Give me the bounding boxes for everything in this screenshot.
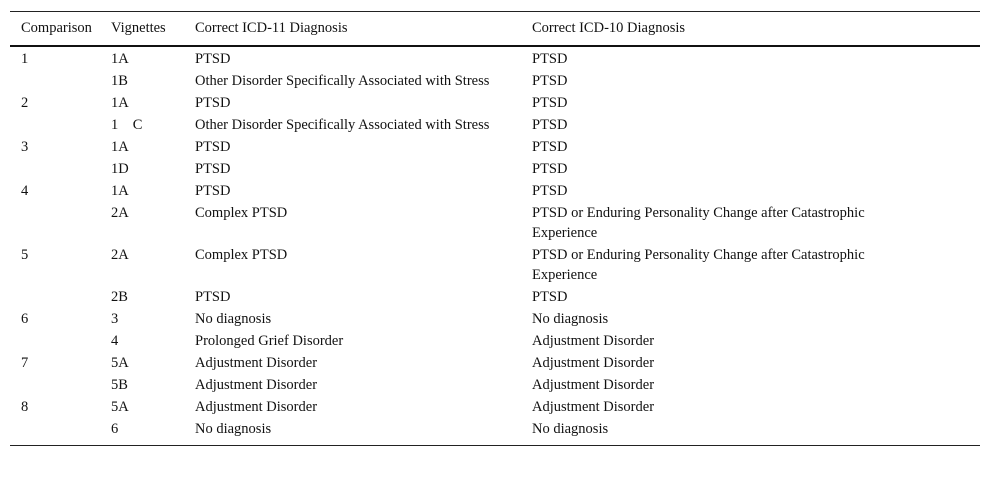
table-row xyxy=(10,46,980,70)
table-body xyxy=(10,46,980,446)
cell-vignette: 2A xyxy=(111,205,129,221)
table-row xyxy=(10,396,980,418)
cell-vignette: 1D xyxy=(111,161,129,177)
cell-icd11: PTSD xyxy=(195,161,231,177)
cell-icd11: PTSD xyxy=(195,95,231,111)
cell-comparison xyxy=(10,418,111,446)
cell-icd11: PTSD xyxy=(195,183,231,199)
cell-comparison: 3 xyxy=(21,139,29,155)
header-comparison: Comparison xyxy=(21,20,92,36)
table-row xyxy=(10,418,980,446)
cell-icd10: PTSD xyxy=(532,183,568,199)
cell-vignette: 6 xyxy=(111,421,119,437)
cell-comparison: 2 xyxy=(21,95,29,111)
cell-icd11: Other Disorder Specifically Associated with Stress xyxy=(195,73,490,89)
table-row xyxy=(10,244,980,286)
cell-icd11: No diagnosis xyxy=(195,421,272,437)
cell-icd10: No diagnosis xyxy=(532,421,609,437)
cell-icd11: Adjustment Disorder xyxy=(195,377,318,393)
cell-vignette: 1A xyxy=(111,51,129,67)
cell-icd10: Adjustment Disorder xyxy=(532,377,655,393)
cell-icd10: PTSD or Enduring Personality Change after Catastrophic Experience xyxy=(532,247,865,283)
cell-vignette: 1A xyxy=(111,139,129,155)
table-row xyxy=(10,158,980,180)
cell-comparison xyxy=(10,70,111,92)
cell-vignette: 5B xyxy=(111,377,128,393)
table-row xyxy=(10,70,980,92)
cell-icd11: PTSD xyxy=(195,289,231,305)
cell-comparison: 6 xyxy=(21,311,29,327)
cell-vignette: 2B xyxy=(111,289,128,305)
cell-icd11: Complex PTSD xyxy=(195,247,288,263)
cell-icd10: PTSD xyxy=(532,51,568,67)
cell-comparison xyxy=(10,158,111,180)
cell-comparison: 8 xyxy=(21,399,29,415)
cell-vignette: 2A xyxy=(111,247,129,263)
header-vignettes: Vignettes xyxy=(111,20,166,36)
cell-icd10: PTSD xyxy=(532,139,568,155)
cell-comparison xyxy=(10,330,111,352)
table-row xyxy=(10,374,980,396)
cell-vignette: 1A xyxy=(111,183,129,199)
cell-vignette: 5A xyxy=(111,399,129,415)
header-icd11-diagnosis: Correct ICD-11 Diagnosis xyxy=(195,20,348,36)
cell-vignette: 1A xyxy=(111,95,129,111)
table-header xyxy=(10,12,980,47)
cell-icd11: Other Disorder Specifically Associated with Stress xyxy=(195,117,490,133)
cell-comparison: 1 xyxy=(21,51,29,67)
header-icd10-diagnosis: Correct ICD-10 Diagnosis xyxy=(532,20,686,36)
cell-icd11: Adjustment Disorder xyxy=(195,355,318,371)
cell-vignette: 3 xyxy=(111,311,119,327)
table-row xyxy=(10,286,980,308)
cell-icd11: PTSD xyxy=(195,139,231,155)
cell-icd10: Adjustment Disorder xyxy=(532,399,655,415)
table-row xyxy=(10,136,980,158)
cell-icd10: PTSD xyxy=(532,161,568,177)
cell-vignette: 5A xyxy=(111,355,129,371)
cell-comparison xyxy=(10,286,111,308)
cell-icd11: Adjustment Disorder xyxy=(195,399,318,415)
table-row xyxy=(10,114,980,136)
table-row xyxy=(10,202,980,244)
diagnosis-comparison-table xyxy=(10,11,980,446)
cell-icd10: Adjustment Disorder xyxy=(532,355,655,371)
cell-icd11: PTSD xyxy=(195,51,231,67)
cell-icd10: PTSD or Enduring Personality Change after Catastrophic Experience xyxy=(532,205,865,241)
cell-icd10: PTSD xyxy=(532,73,568,89)
cell-icd11: Prolonged Grief Disorder xyxy=(195,333,344,349)
table-row xyxy=(10,352,980,374)
table-row xyxy=(10,92,980,114)
cell-icd10: PTSD xyxy=(532,95,568,111)
cell-icd11: Complex PTSD xyxy=(195,205,288,221)
cell-icd10: No diagnosis xyxy=(532,311,609,327)
cell-icd10: PTSD xyxy=(532,117,568,133)
cell-comparison xyxy=(10,202,111,244)
header-row xyxy=(10,12,980,47)
cell-vignette: 1 C xyxy=(111,117,143,133)
cell-comparison: 7 xyxy=(21,355,29,371)
cell-vignette: 4 xyxy=(111,333,119,349)
cell-comparison: 5 xyxy=(21,247,29,263)
cell-icd11: No diagnosis xyxy=(195,311,272,327)
cell-vignette: 1B xyxy=(111,73,128,89)
cell-icd10: PTSD xyxy=(532,289,568,305)
table-row xyxy=(10,330,980,352)
table-row xyxy=(10,180,980,202)
cell-icd10: Adjustment Disorder xyxy=(532,333,655,349)
cell-comparison: 4 xyxy=(21,183,29,199)
table-row xyxy=(10,308,980,330)
cell-comparison xyxy=(10,374,111,396)
diagnosis-table-container xyxy=(10,11,980,446)
cell-comparison xyxy=(10,114,111,136)
